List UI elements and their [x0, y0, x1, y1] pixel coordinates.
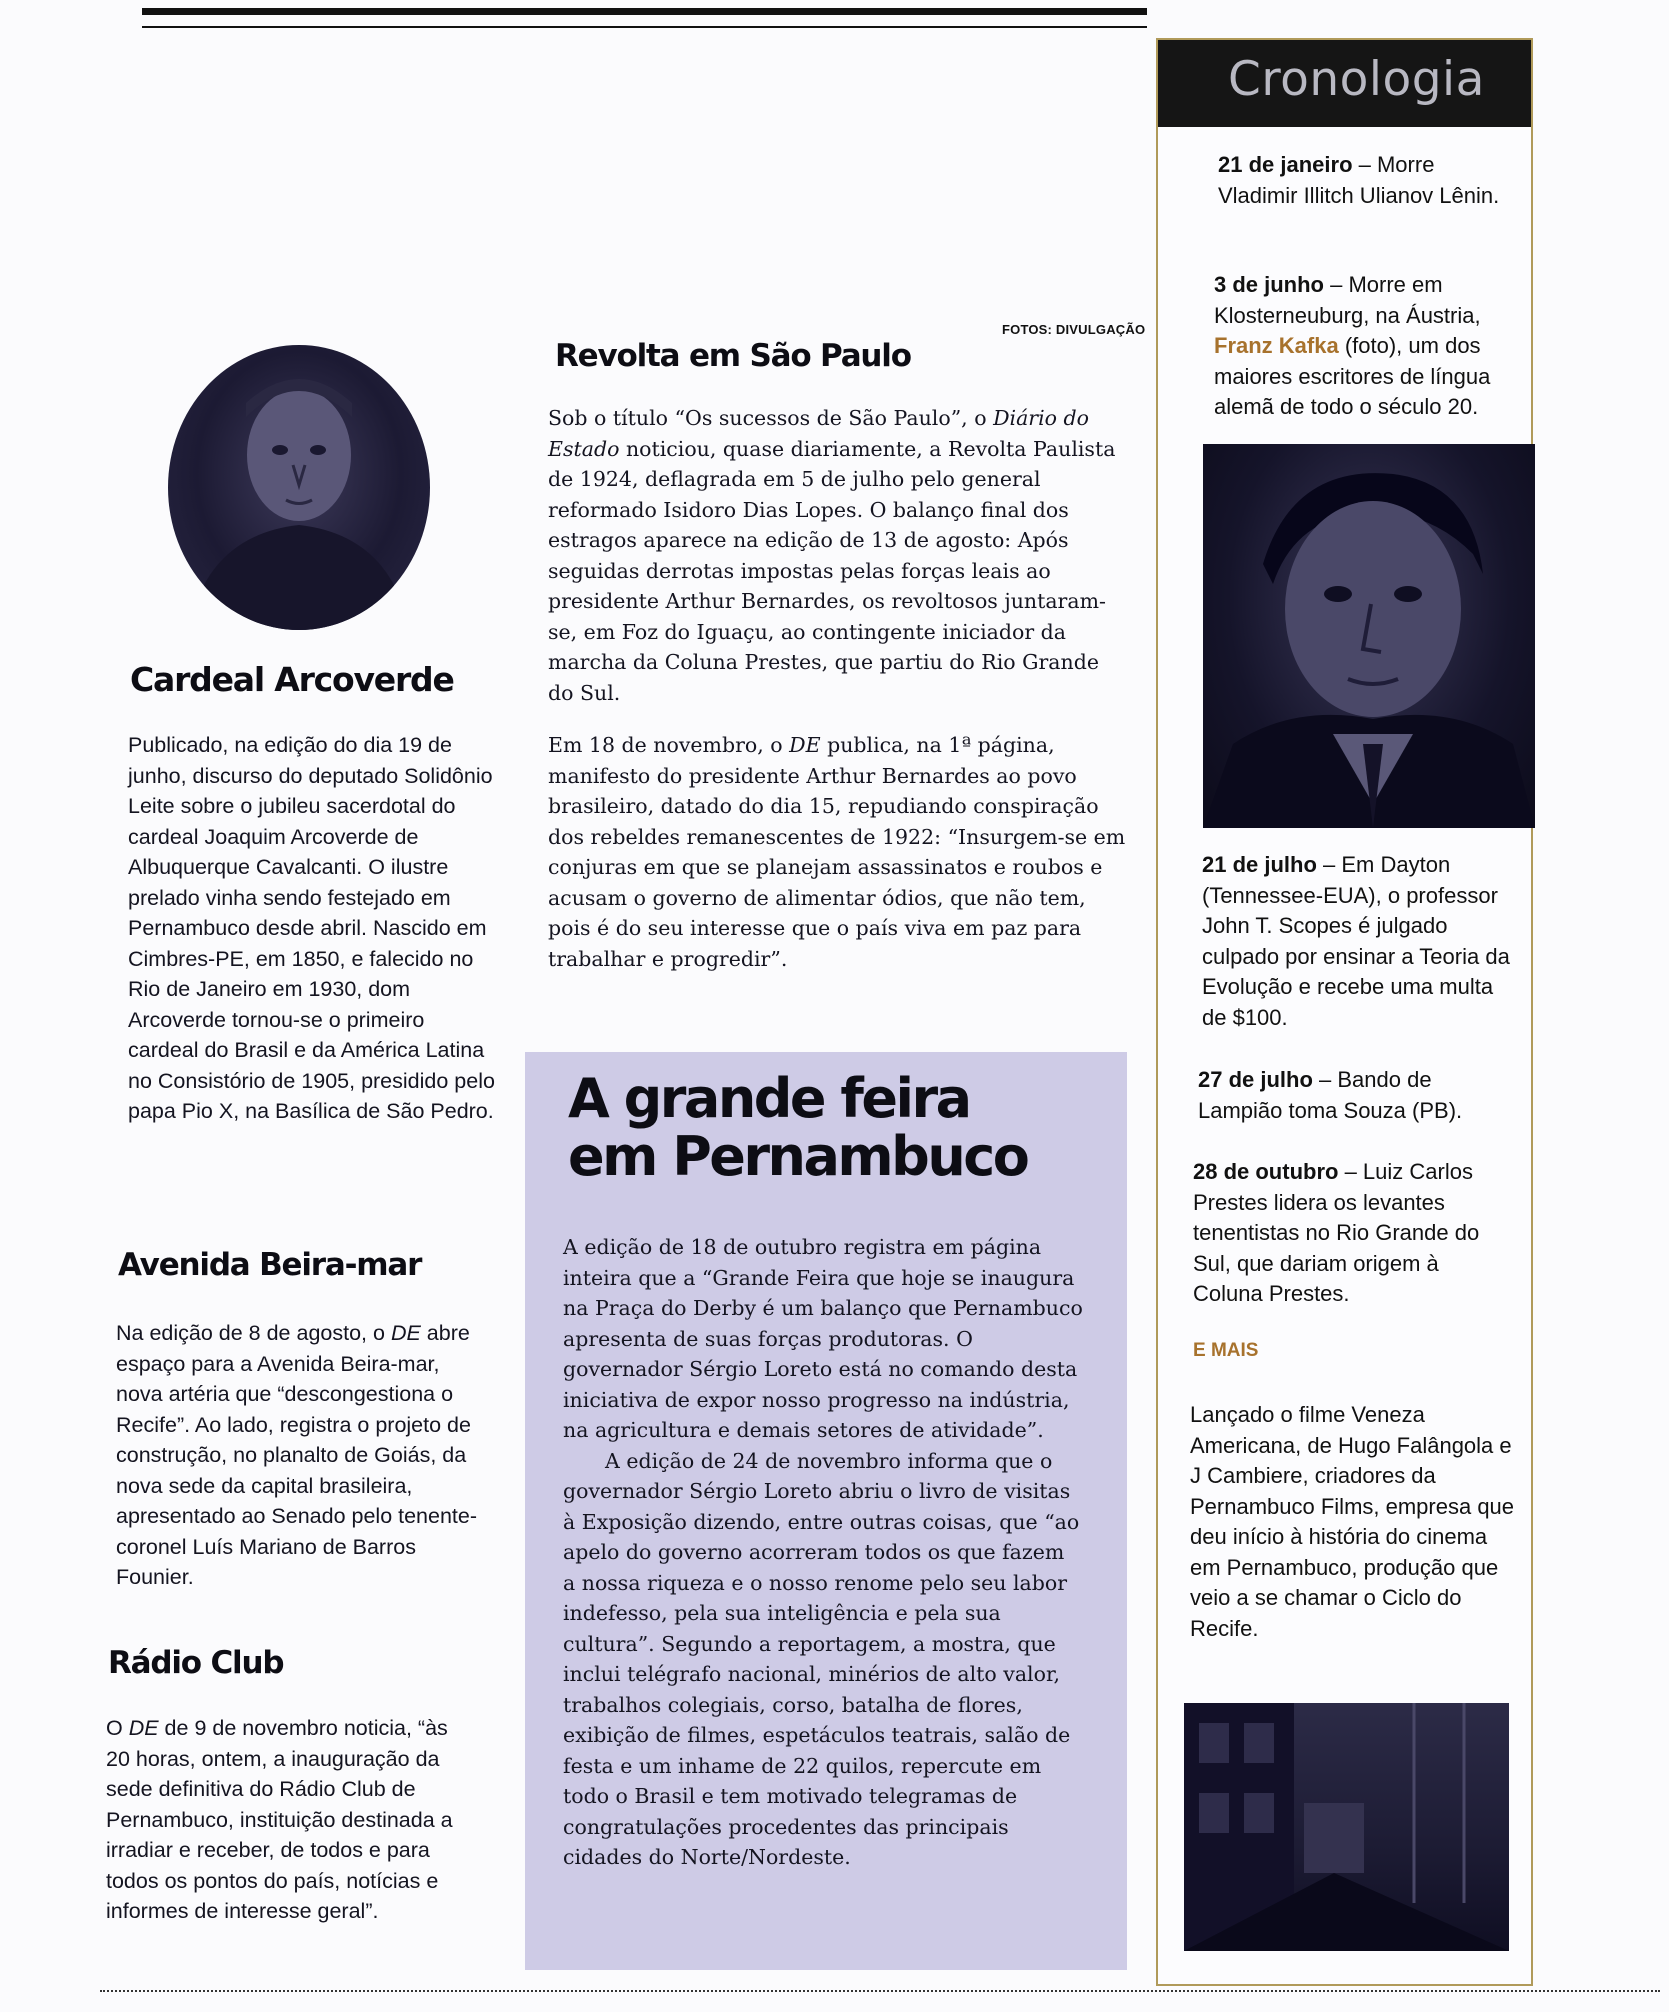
kafka-photo	[1203, 444, 1535, 828]
feira-heading: A grande feira em Pernambuco	[568, 1067, 1028, 1188]
radio-club-text	[106, 1713, 468, 1949]
beiramar-heading: Avenida Beira-mar	[118, 1247, 422, 1283]
entry-scopes	[1202, 850, 1520, 1033]
cronologia-title: Cronologia	[1228, 52, 1485, 107]
revolta-text-d: publica, na 1ª página, manifesto do presidente Arthur Bernardes ao povo brasileiro, datado do dia 15, repudiando conspiração dos rebeldes remanescentes de 1922: “Insurgem-se em conjuras em que se planejam assassinatos e roubos e acusam o governo de alimentar ódios, que não tem, pois é do seu interesse que o país viva em paz para trabalhar e progredir”.	[548, 733, 1126, 971]
revolta-text-b: noticiou, quase diariamente, a Revolta Paulista de 1924, deflagrada em 5 de julho pelo general reformado Isidoro Dias Lopes. O balanço final dos estragos aparece na edição de 13 de agosto: Após seguidas derrotas impostas pelas forças leais ao presidente Arthur Bernardes, os revoltosos juntaram-se, em Foz do Iguaçu, ao contingente iniciador da marcha da Coluna Prestes, que partiu do Rio Grande do Sul.	[548, 436, 1116, 705]
entry-date: 21 de janeiro	[1218, 152, 1353, 177]
newspaper-name: Diário do Estado	[548, 406, 1089, 461]
feira-paragraph-1: A edição de 18 de outubro registra em página inteira que a “Grande Feira que hoje se inaugura na Praça do Derby é um balanço que Pernambuco apresenta de suas forças produtoras. O governador Sérgio Loreto está no comando desta iniciativa de expor nosso progresso na indústria, na agricultura e demais setores de atividade”.	[563, 1235, 1083, 1442]
revolta-text	[548, 403, 1130, 996]
entry-text: – Morre em Klosterneuburg, na Áustria,	[1214, 272, 1481, 328]
revolta-text-a: Sob o título “Os sucessos de São Paulo”, o	[548, 406, 994, 430]
entry-prestes	[1193, 1157, 1511, 1310]
bottom-rule	[100, 1990, 1660, 1992]
entry-text: – Morre Vladimir Illitch Ulianov Lênin.	[1218, 152, 1500, 208]
entry-date: 28 de outubro	[1193, 1159, 1339, 1184]
arcoverde-heading: Cardeal Arcoverde	[130, 660, 454, 699]
beiramar-paragraph	[116, 1318, 488, 1593]
entry-text: – Em Dayton (Tennessee-EUA), o professor John T. Scopes é julgado culpado por ensinar a Teoria da Evolução e recebe uma multa de $100.	[1202, 852, 1510, 1030]
top-rule	[142, 8, 1147, 15]
arcoverde-paragraph: Publicado, na edição do dia 19 de junho, discurso do deputado Solidônio Leite sobre o jubileu sacerdotal do cardeal Joaquim Arcoverde de Albuquerque Cavalcanti. O ilustre prelado vinha sendo festejado em Pernambuco desde abril. Nascido em Cimbres-PE, em 1850, e falecido no Rio de Janeiro em 1930, dom Arcoverde tornou-se o primeiro cardeal do Brasil e da América Latina no Consistório de 1905, presidido pelo papa Pio X, na Basílica de São Pedro.	[128, 733, 495, 1123]
de-abbrev: DE	[128, 1716, 159, 1740]
radio-club-heading: Rádio Club	[108, 1645, 284, 1681]
beiramar-text	[116, 1318, 488, 1615]
entry-kafka	[1214, 270, 1524, 423]
de-abbrev: DE	[390, 1321, 421, 1345]
entry-text: (foto), um dos maiores escritores de língua alemã de todo o século 20.	[1214, 333, 1491, 419]
entry-text: – Bando de Lampião toma Souza (PB).	[1198, 1067, 1463, 1123]
entry-date: 27 de julho	[1198, 1067, 1313, 1092]
radio-club-paragraph	[106, 1713, 468, 1927]
feira-text	[563, 1232, 1083, 1895]
cardeal-arcoverde-portrait	[168, 345, 430, 630]
radio-text-a: O	[106, 1716, 129, 1740]
beiramar-text-a: Na edição de 8 de agosto, o	[116, 1321, 391, 1345]
kafka-name: Franz Kafka	[1214, 333, 1339, 358]
top-rule-thin	[142, 26, 1147, 28]
feira-paragraph-2: A edição de 24 de novembro informa que o governador Sérgio Loreto abriu o livro de visitas à Exposição dizendo, entre outras coisas, que “ao apelo do governo acorreram todos os que fazem a nossa riqueza e o nosso renome pelo seu labor indefesso, pela sua inteligência e pela sua cultura”. Segundo a reportagem, a mostra, que inclui telégrafo nacional, minérios de alto valor, trabalhos colegiais, corso, batalha de flores, exibição de filmes, espetáculos teatrais, salão de festa e um inhame de 22 quilos, repercute em todo o Brasil e tem motivado telegramas de congratulações procedentes das principais cidades do Norte/Nordeste.	[563, 1448, 1080, 1869]
entry-veneza: Lançado o filme Veneza Americana, de Hugo Falângola e J Cambiere, criadores da Pernambuco Films, empresa que deu início à história do cinema em Pernambuco, produção que veio a se chamar o Ciclo do Recife.	[1190, 1402, 1515, 1641]
entry-date: 21 de julho	[1202, 852, 1317, 877]
arcoverde-text	[128, 730, 496, 1149]
radio-text-b: de 9 de novembro noticia, “às 20 horas, ontem, a inauguração da sede definitiva do Rádio Club de Pernambuco, instituição destinada a irradiar e receber, de todos e para todos os pontos do país, notícias e informes de interesse geral”.	[106, 1716, 453, 1923]
revolta-paragraph-2	[548, 730, 1130, 974]
beiramar-text-b: abre espaço para a Avenida Beira-mar, nova artéria que “descongestiona o Recife”. Ao lado, registra o projeto de construção, no planalto de Goiás, da nova sede da capital brasileira, apresentado ao Senado pelo tenente-coronel Luís Mariano de Barros Founier.	[116, 1321, 478, 1589]
revolta-heading: Revolta em São Paulo	[555, 338, 911, 374]
revolta-paragraph-1	[548, 403, 1130, 708]
entry-lampiao	[1198, 1065, 1508, 1126]
cronologia-header	[1158, 40, 1531, 127]
photo-credit: FOTOS: DIVULGAÇÃO	[1002, 322, 1146, 337]
e-mais-label: E MAIS	[1193, 1340, 1259, 1361]
film-still-photo	[1184, 1703, 1509, 1951]
entry-text: – Luiz Carlos Prestes lidera os levantes tenentistas no Rio Grande do Sul, que dariam origem à Coluna Prestes.	[1193, 1159, 1480, 1306]
entry-date: 3 de junho	[1214, 272, 1324, 297]
entry-lenin	[1218, 150, 1518, 211]
de-abbrev: DE	[789, 733, 821, 757]
revolta-text-c: Em 18 de novembro, o	[548, 733, 790, 757]
